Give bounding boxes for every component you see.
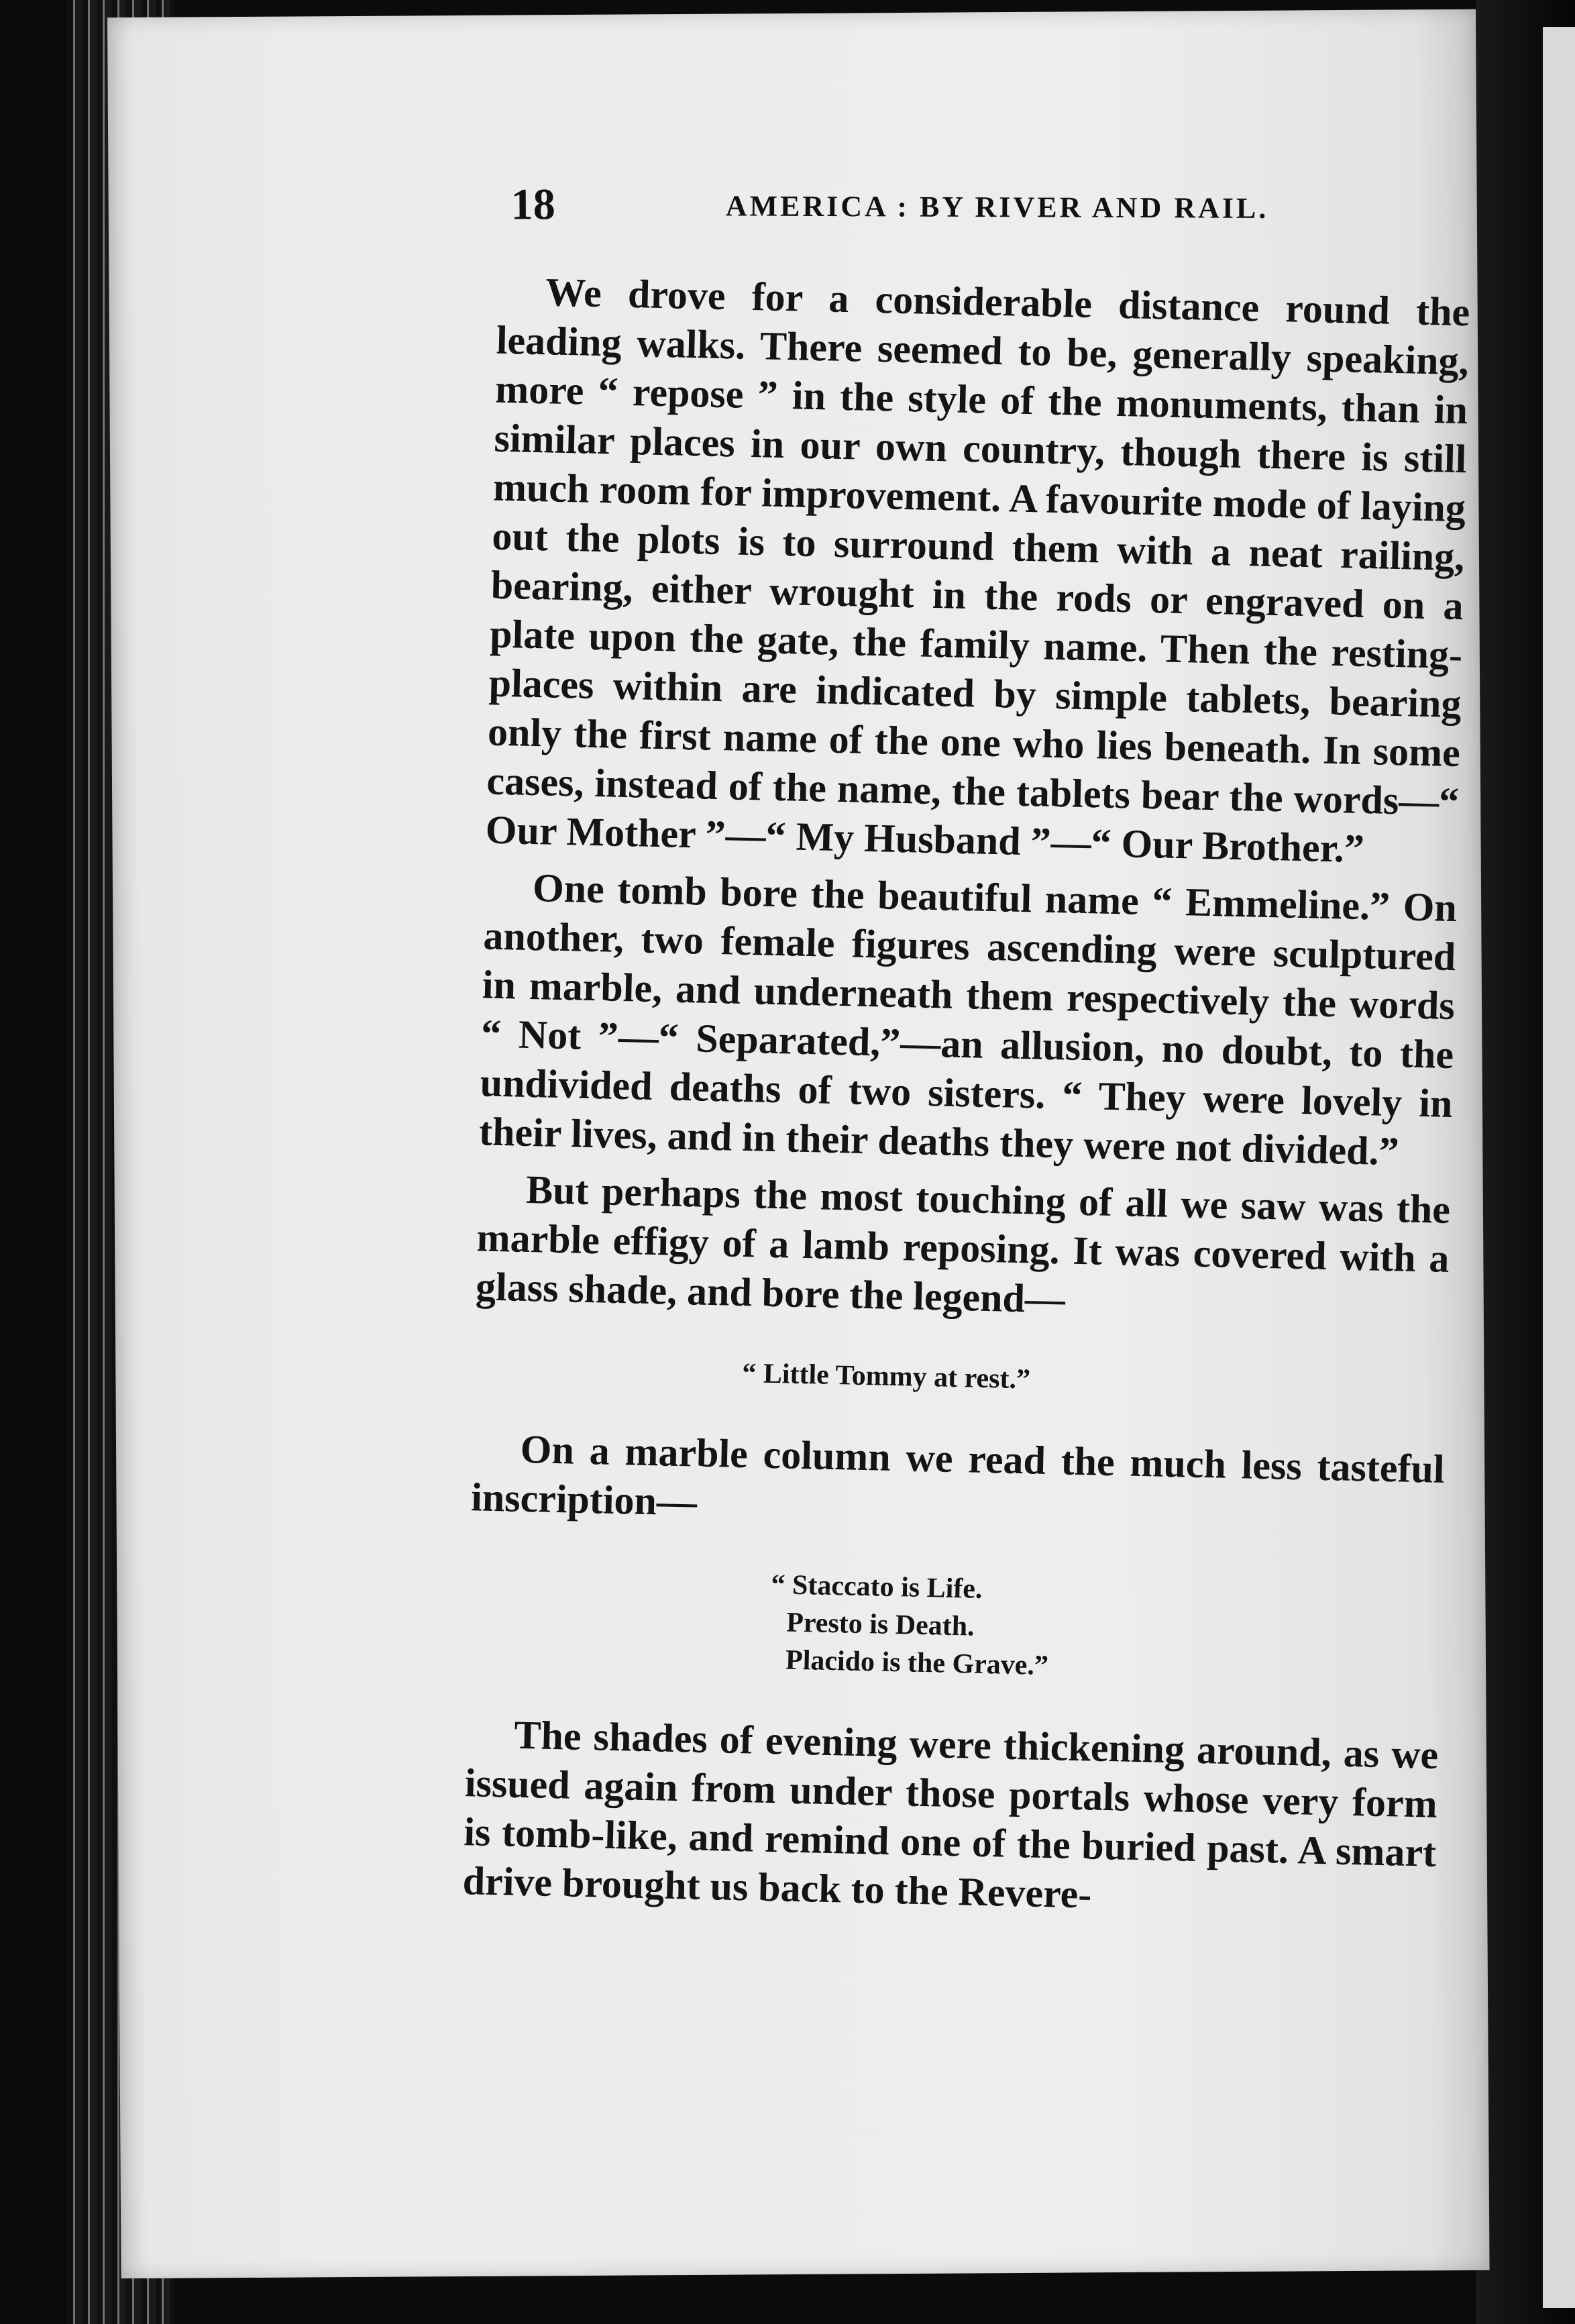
page-number: 18 [510,180,555,229]
page-header [411,175,1283,241]
paragraph-evening-shades: The shades of evening were thickening around, as we issued again from under those portals whose very form is tomb-like, and remind one of the buried past. A smart drive brought us back to the Revere- [462,1712,1439,1917]
inscription-little-tommy [474,1349,1447,1408]
inscription-line: Placido is the Grave.” [785,1644,1049,1682]
paragraph-emmeline: One tomb bore the beautiful name “ Emmeline.” On another, two female figures ascending were sculptured in marble, and underneath them respectively the words “ Not ”—“ Separated,”—an allusion, no doubt, to the undivided deaths of two sisters. “ They were lovely in their lives, and in their deaths they were not divided.” [478,865,1458,1174]
inscription-line: Presto is Death. [785,1607,975,1642]
paragraph-lamb-effigy: But perhaps the most touching of all we saw was the marble effigy of a lamb reposing. It was covered with a glass shade, and bore the legend— [475,1167,1451,1322]
inscription-line: “ Little Tommy at rest.” [741,1358,1031,1395]
inscription-staccato [468,1559,1442,1693]
book-page [107,9,1490,2278]
paragraph-cemetery-walks: We drove for a considerable distance round the leading walks. There seemed to be, generally speaking, more “ repose ” in the style of the monuments, than in similar places in our own country, though there is still much room for improvement. A favourite mode of laying out the plots is to surround them with a neat railing, bearing, either wrought in the rods or engraved on a plate upon the gate, the family name. Then the resting-places within are indicated by simple tablets, bearing only the first name of the one who lies beneath. In some cases, instead of the name, the tablets bear the words—“ Our Mother ”—“ My Husband ”—“ Our Brother.” [485,270,1470,872]
body-text [462,267,1470,1927]
next-page-sliver [1543,27,1575,2308]
running-head: AMERICA : BY RIVER AND RAIL. [725,189,1269,225]
inscription-line: “ Staccato is Life. [771,1569,983,1605]
paragraph-marble-column: On a marble column we read the much less tasteful inscription— [470,1426,1446,1524]
